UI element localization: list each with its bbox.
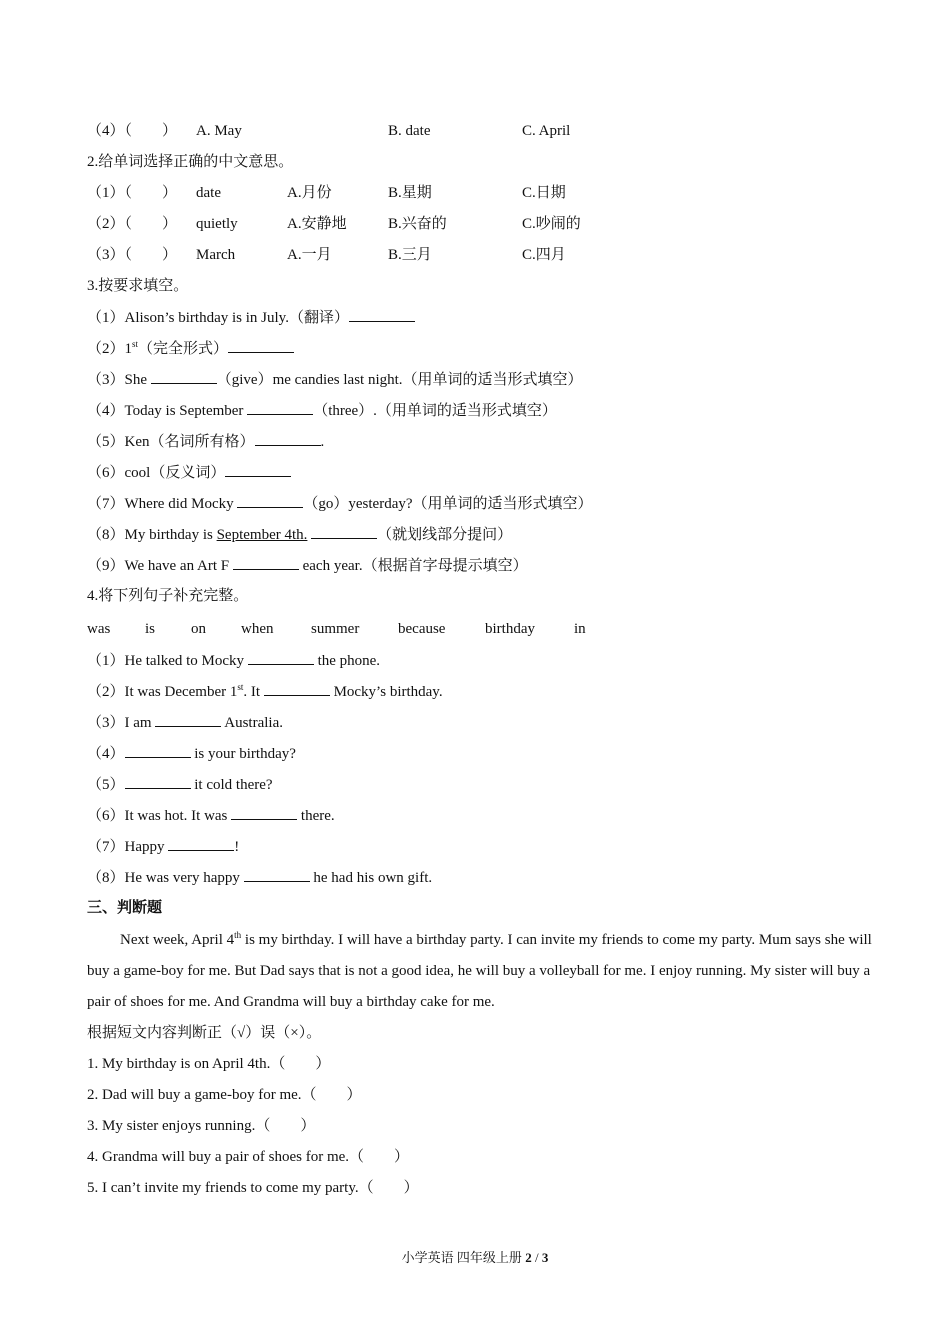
judge-item-1[interactable]: 1. My birthday is on April 4th.（ ） [87,1056,331,1072]
option-b: B.兴奋的 [388,216,447,232]
part3-q8: （8）My birthday is September 4th. （就划线部分提问） [87,524,512,545]
answer-blank[interactable] [237,493,303,508]
word: quietly [196,216,238,232]
reading-passage: Next week, April 4th is my birthday. I will have a birthday party. I can invite my friends to come my party. Mum says she will buy a game-boy for me. But Dad says that is not a good idea, he will buy a volleyball for me. I enjoy running. My sister will buy a pair of shoes for me. And Grandma will buy a birthday cake for me. [87,930,872,1010]
option-b: B.星期 [388,185,432,201]
part2-row-3 [87,245,566,265]
option-a: A.月份 [287,185,332,201]
page-footer: 小学英语 四年级上册 2 / 3 [401,1250,549,1265]
answer-blank[interactable] [349,307,415,322]
part4-q2: （2）It was December 1st. It Mocky’s birthday. [87,682,443,700]
part3-q3: （3）She （give）me candies last night.（用单词的适当形式填空） [87,369,583,390]
part4-q4: （4） is your birthday? [87,743,296,764]
answer-blank[interactable] [248,650,314,665]
word-bank-item: in [574,621,586,637]
part4-q3: （3）I am Australia. [87,712,283,733]
option-a: A.一月 [287,247,332,263]
answer-blank[interactable] [233,555,299,570]
judge-item-5[interactable]: 5. I can’t invite my friends to come my party.（ ） [87,1180,419,1196]
answer-blank[interactable] [247,400,313,415]
part3-q4: （4）Today is September （three）.（用单词的适当形式填空） [87,400,557,421]
answer-blank[interactable] [225,462,291,477]
option-c: C.四月 [522,247,566,263]
answer-blank[interactable] [264,681,330,696]
part4-title: 4.将下列句子补充完整。 [87,588,249,604]
part3-title: 3.按要求填空。 [87,278,189,294]
option-a: A. May [196,123,242,139]
word-bank-item: because [398,621,446,637]
q-num: （1）（ ） [87,185,178,201]
q1-4-row [87,121,571,141]
word-bank-item: is [145,621,156,637]
option-c: C.吵闹的 [522,216,581,232]
part4-q6: （6）It was hot. It was there. [87,805,335,826]
part3-q7: （7）Where did Mocky （go）yesterday?（用单词的适当形式填空） [87,493,593,514]
part3-q6: （6）cool（反义词） [87,462,291,483]
option-c: C. April [522,123,571,139]
word-bank-item: birthday [485,621,535,637]
section-heading: 三、判断题 [87,900,163,916]
part3-q9: （9）We have an Art F each year.（根据首字母提示填空） [87,555,528,576]
q-num: （4）（ ） [87,123,178,139]
option-c: C.日期 [522,185,566,201]
option-a: A.安静地 [287,216,347,232]
judge-instruction: 根据短文内容判断正（√）误（×）。 [87,1025,322,1041]
word-bank-item: on [191,621,206,637]
answer-blank[interactable] [228,338,294,353]
answer-blank[interactable] [125,774,191,789]
part4-q1: （1）He talked to Mocky the phone. [87,650,380,671]
part2-row-2 [87,214,581,234]
part4-q7: （7）Happy ! [87,836,239,857]
word-bank-item: summer [311,621,360,637]
answer-blank[interactable] [311,524,377,539]
q-num: （2）（ ） [87,216,178,232]
answer-blank[interactable] [168,836,234,851]
word-bank [87,619,887,639]
part3-q1: （1）Alison’s birthday is in July.（翻译） [87,307,415,328]
answer-blank[interactable] [231,805,297,820]
answer-blank[interactable] [255,431,321,446]
option-b: B.三月 [388,247,432,263]
word-bank-item: when [241,621,274,637]
word: date [196,185,221,201]
word: March [196,247,236,263]
part4-q8: （8）He was very happy he had his own gift. [87,867,432,888]
page-number: 2 [525,1250,532,1265]
part3-q5: （5）Ken（名词所有格） . [87,431,324,452]
answer-blank[interactable] [151,369,217,384]
judge-item-4[interactable]: 4. Grandma will buy a pair of shoes for me.（ ） [87,1149,410,1165]
underlined-text: September 4th. [216,527,308,543]
option-b: B. date [388,123,431,139]
q-num: （3）（ ） [87,247,178,263]
judge-item-3[interactable]: 3. My sister enjoys running.（ ） [87,1118,316,1134]
part2-title: 2.给单词选择正确的中文意思。 [87,154,294,170]
page-total: 3 [541,1250,549,1265]
part3-q2: （2）1st（完全形式） [87,338,294,359]
answer-blank[interactable] [125,743,191,758]
word-bank-item: was [87,621,111,637]
part4-q5: （5） it cold there? [87,774,273,795]
part2-row-1 [87,183,566,203]
judge-item-2[interactable]: 2. Dad will buy a game-boy for me.（ ） [87,1087,362,1103]
answer-blank[interactable] [155,712,221,727]
answer-blank[interactable] [244,867,310,882]
